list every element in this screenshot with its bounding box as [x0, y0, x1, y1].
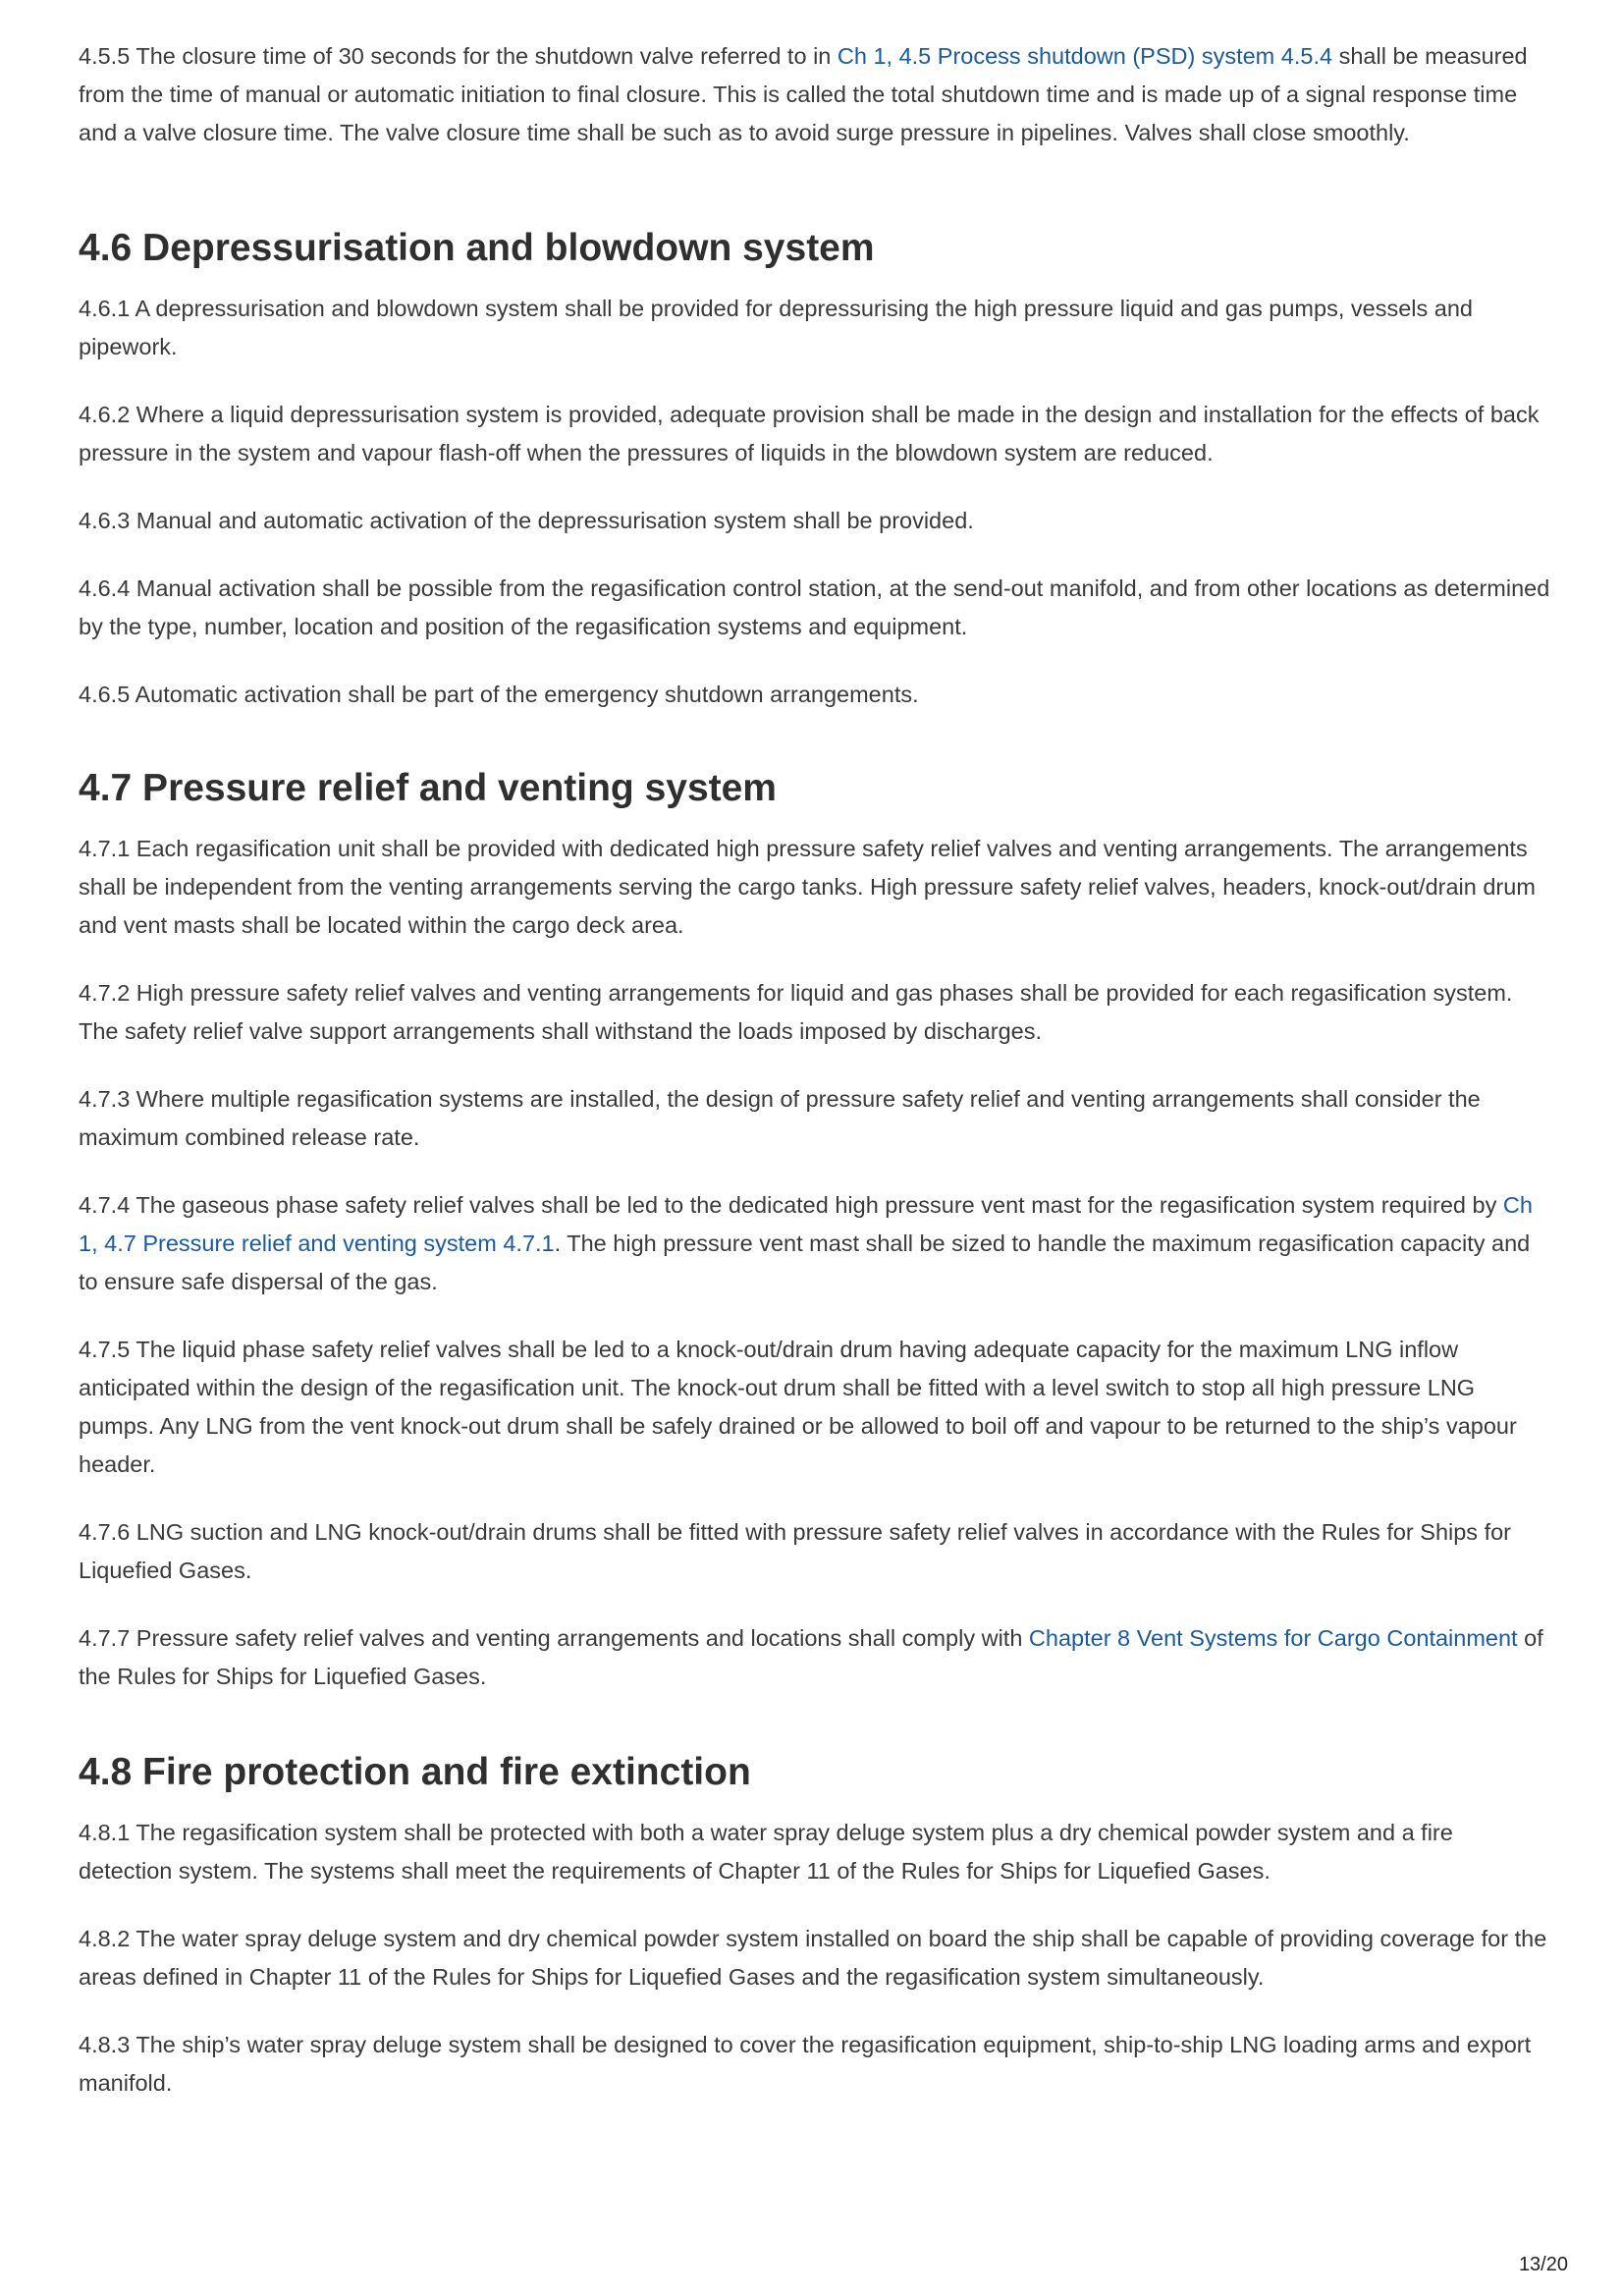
- paragraph-4-7-7: [79, 1619, 1551, 1696]
- paragraph-4-7-5: 4.7.5 The liquid phase safety relief valves shall be led to a knock-out/drain drum having adequate capacity for the maximum LNG inflow anticipated within the design of the regasification unit. The knock-out drum shall be fitted with a level switch to stop all high pressure LNG pumps. Any LNG from the vent knock-out drum shall be safely drained or be allowed to boil off and vapour to be returned to the ship’s vapour header.: [79, 1337, 1517, 1477]
- section-4-7-body: [79, 830, 1551, 1725]
- link-ch1-4-7-1[interactable]: Ch 1, 4.7 Pressure relief and venting system 4.7.1: [79, 1192, 1533, 1256]
- paragraph-4-5-5-text-a: 4.5.5 The closure time of 30 seconds for the shutdown valve referred to in: [79, 43, 838, 69]
- paragraph-4-5-5-text-b: shall be measured from the time of manual or automatic initiation to final closure. This is called the total shutdown time and is made up of a signal response time and a valve closure time. The valve closure time shall be such as to avoid surge pressure in pipelines. Valves shall close smoothly.: [79, 43, 1528, 145]
- paragraph-4-8-2: 4.8.2 The water spray deluge system and dry chemical powder system installed on board the ship shall be capable of providing coverage for the areas defined in Chapter 11 of the Rules for Ships for Liquefied Gases and the regasification system simultaneously.: [79, 1926, 1547, 1990]
- paragraph-4-7-7-text-b: of the Rules for Ships for Liquefied Gases.: [79, 1625, 1543, 1689]
- paragraph-4-7-6: 4.7.6 LNG suction and LNG knock-out/drain drums shall be fitted with pressure safety relief valves in accordance with the Rules for Ships for Liquefied Gases.: [79, 1519, 1512, 1583]
- paragraph-4-6-5: 4.6.5 Automatic activation shall be part of the emergency shutdown arrangements.: [79, 682, 919, 707]
- section-4-8-body: [79, 1814, 1551, 2132]
- heading-4-8: 4.8 Fire protection and fire extinction: [79, 1751, 751, 1793]
- heading-4-7: 4.7 Pressure relief and venting system: [79, 767, 777, 809]
- paragraph-4-7-3: 4.7.3 Where multiple regasification systems are installed, the design of pressure safety relief and venting arrangements shall consider the maximum combined release rate.: [79, 1086, 1481, 1150]
- link-chapter-8-vent-systems[interactable]: Chapter 8 Vent Systems for Cargo Containment: [1028, 1625, 1518, 1651]
- paragraph-4-7-2: 4.7.2 High pressure safety relief valves and venting arrangements for liquid and gas phases shall be provided for each regasification system. The safety relief valve support arrangements shall withstand the loads imposed by discharges.: [79, 980, 1513, 1044]
- heading-4-6: 4.6 Depressurisation and blowdown system: [79, 227, 875, 269]
- paragraph-4-6-3: 4.6.3 Manual and automatic activation of the depressurisation system shall be provided.: [79, 508, 974, 533]
- paragraph-4-6-1: 4.6.1 A depressurisation and blowdown system shall be provided for depressurising the high pressure liquid and gas pumps, vessels and pipework.: [79, 296, 1473, 359]
- section-4-6-body: [79, 290, 1551, 743]
- paragraph-4-6-4: 4.6.4 Manual activation shall be possible from the regasification control station, at the send-out manifold, and from other locations as determined by the type, number, location and position of the regasification systems and equipment.: [79, 575, 1550, 639]
- paragraph-4-8-1: 4.8.1 The regasification system shall be protected with both a water spray deluge system plus a dry chemical powder system and a fire detection system. The systems shall meet the requirements of Chapter 11 of the Rules for Ships for Liquefied Gases.: [79, 1820, 1453, 1884]
- paragraph-4-5-5-block: [79, 37, 1551, 166]
- page-number: 13/20: [1518, 2254, 1568, 2275]
- paragraph-4-6-2: 4.6.2 Where a liquid depressurisation system is provided, adequate provision shall be made in the design and installation for the effects of back pressure in the system and vapour flash-off when the pressures of liquids in the blowdown system are reduced.: [79, 402, 1540, 465]
- paragraph-4-7-4-text-a: 4.7.4 The gaseous phase safety relief valves shall be led to the dedicated high pressure vent mast for the regasification system required by: [79, 1192, 1503, 1218]
- paragraph-4-7-4: [79, 1186, 1551, 1301]
- paragraph-4-7-1: 4.7.1 Each regasification unit shall be provided with dedicated high pressure safety relief valves and venting arrangements. The arrangements shall be independent from the venting arrangements serving the cargo tanks. High pressure safety relief valves, headers, knock-out/drain drum and vent masts shall be located within the cargo deck area.: [79, 836, 1536, 938]
- paragraph-4-7-4-text-b: . The high pressure vent mast shall be sized to handle the maximum regasification capacity and to ensure safe dispersal of the gas.: [79, 1230, 1531, 1294]
- paragraph-4-8-3: 4.8.3 The ship’s water spray deluge system shall be designed to cover the regasification equipment, ship-to-ship LNG loading arms and export manifold.: [79, 2032, 1532, 2096]
- paragraph-4-7-7-text-a: 4.7.7 Pressure safety relief valves and venting arrangements and locations shall comply with: [79, 1625, 1029, 1651]
- link-ch1-4-5-4[interactable]: Ch 1, 4.5 Process shutdown (PSD) system 4.5.4: [837, 43, 1333, 69]
- paragraph-4-5-5: [79, 37, 1551, 152]
